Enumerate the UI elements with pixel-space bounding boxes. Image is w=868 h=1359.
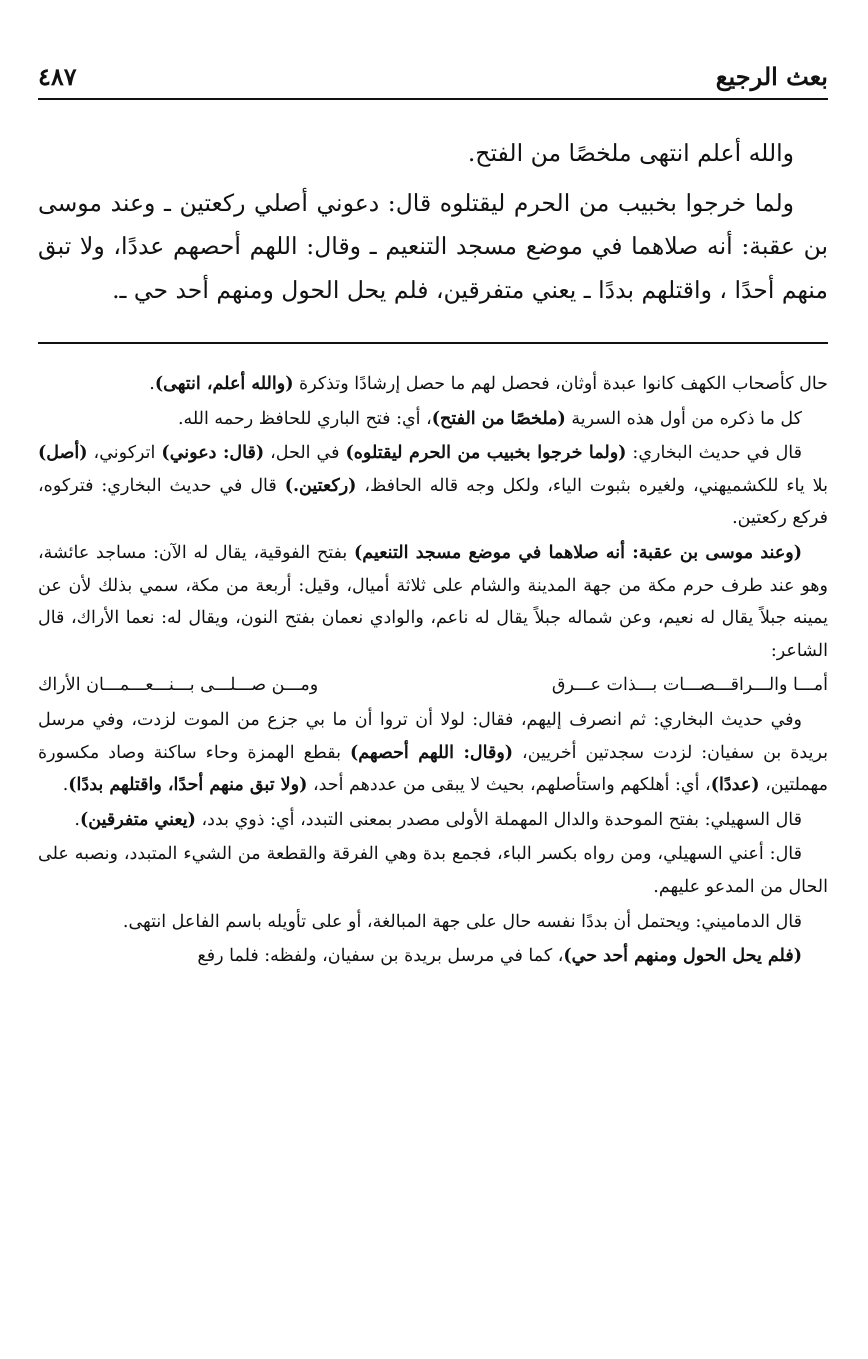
main-text <box>38 132 828 318</box>
note-quote: (أصل) <box>38 443 88 464</box>
note-text: قال: أعني السهيلي، ومن رواه بكسر الباء، فجمع بدة وهي الفرقة والقطعة من الشيء المتبدد، ونصبه على الحال من المدعو عليهم. <box>38 844 828 897</box>
note-paragraph <box>38 403 828 436</box>
note-quote: (وقال: اللهم أحصهم) <box>349 742 514 763</box>
note-quote: (ولما خرجوا بخبيب من الحرم ليقتلوه) <box>345 443 627 464</box>
note-quote: (عددًا) <box>710 775 760 796</box>
main-paragraph: والله أعلم انتهى ملخصًا من الفتح. <box>467 139 794 167</box>
main-paragraph: ولما خرجوا بخبيب من الحرم ليقتلوه قال: دعوني أصلي ركعتين ـ وعند موسى بن عقبة: أنه صلاهما في موضع مسجد التنعيم ـ وقال: اللهم أحصهم عددًا، ولا تبق منهم أحدًا ، واقتلهم بددًا ـ يعني متفرقين، فلم يحل الحول ومنهم أحد حي ـ. <box>38 188 828 304</box>
note-paragraph <box>38 906 828 939</box>
poetry-verse <box>38 669 828 702</box>
note-text: ، كما في مرسل بريدة بن سفيان، ولفظه: فلما رفع <box>197 946 564 967</box>
note-text: قال في حديث البخاري: <box>626 443 802 464</box>
running-title: بعث الرجيع <box>715 62 828 91</box>
note-paragraph <box>38 437 828 535</box>
note-quote: (وعند موسى بن عقبة: أنه صلاهما في موضع مسجد التنعيم) <box>354 542 802 563</box>
note-text: قال الدماميني: ويحتمل أن بددًا نفسه حال على جهة المبالغة، أو على تأويله باسم الفاعل انتهى. <box>122 911 802 932</box>
note-paragraph <box>38 537 828 667</box>
note-text: في الحل، <box>264 443 346 464</box>
note-text: ، أي: فتح الباري للحافظ رحمه الله. <box>177 408 432 429</box>
note-text: اتركوني، <box>87 443 162 464</box>
verse-hemistich-first: أمـــا والـــراقـــصـــات بـــذات عـــرق <box>551 675 828 696</box>
note-quote: (ملخصًا من الفتح) <box>431 408 566 429</box>
note-quote: (قال: دعوني) <box>161 443 265 464</box>
note-paragraph <box>38 704 828 802</box>
note-paragraph <box>38 940 828 973</box>
page-number: ٤٨٧ <box>38 62 77 91</box>
note-paragraph <box>38 368 828 401</box>
note-text: ، أي: أهلكهم واستأصلهم، بحيث لا يبقى من عددهم أحد، <box>307 775 711 796</box>
note-text: كل ما ذكره من أول هذه السرية <box>565 408 802 429</box>
note-paragraph <box>38 838 828 903</box>
note-quote: (فلم يحل الحول ومنهم أحد حي) <box>563 946 802 967</box>
note-text: بقطع الهمزة وحاء ساكنة وصاد مكسورة مهملتين، <box>38 742 828 796</box>
verse-hemistich-second: ومـــن صـــلـــى بـــنـــعـــمـــان الأراك <box>38 675 319 696</box>
note-quote: (والله أعلم، انتهى) <box>154 374 294 394</box>
note-text: . <box>74 809 80 830</box>
note-text: قال في حديث البخاري: فتركوه، فركع ركعتين. <box>38 475 828 529</box>
note-quote: (يعني متفرقين) <box>79 809 196 830</box>
footnote-divider <box>38 342 828 344</box>
note-quote: (ولا تبق منهم أحدًا، واقتلهم بددًا) <box>68 775 308 796</box>
note-text: بفتح الفوقية، يقال له الآن: مساجد عائشة، وهو عند طرف حرم مكة من جهة المدينة والشام على ثلاثة أميال، وقيل: أربعة من مكة، سمي بذلك لأن عن يمينه جبلاً يقال له نعيم، وعن شماله جبلاً يقال له ناعم، والوادي نعمان بفتح النون، ويقال له: نعما الأراك، قال الشاعر: <box>38 542 828 661</box>
page-header <box>38 44 828 100</box>
note-text: وفي حديث البخاري: ثم انصرف إليهم، فقال: لولا أن تروا أن ما بي جزع من الموت لزدت، وفي مرسل بريدة بن سفيان: لزدت سجدتين أخريين، <box>38 709 828 763</box>
commentary-notes <box>38 368 828 975</box>
note-text: قال السهيلي: بفتح الموحدة والدال المهملة الأولى مصدر بمعنى التبدد، أي: ذوي بدد، <box>195 809 802 830</box>
note-paragraph <box>38 804 828 837</box>
note-text: حال كأصحاب الكهف كانوا عبدة أوثان، فحصل لهم ما حصل إرشادًا وتذكرة <box>293 374 828 394</box>
note-quote: (ركعتين.) <box>284 475 357 496</box>
note-text: بلا ياء للكشميهني، ولغيره بثبوت الياء، ولكل وجه قاله الحافظ، <box>356 475 828 496</box>
note-text: . <box>149 374 155 394</box>
note-text: . <box>62 775 69 796</box>
